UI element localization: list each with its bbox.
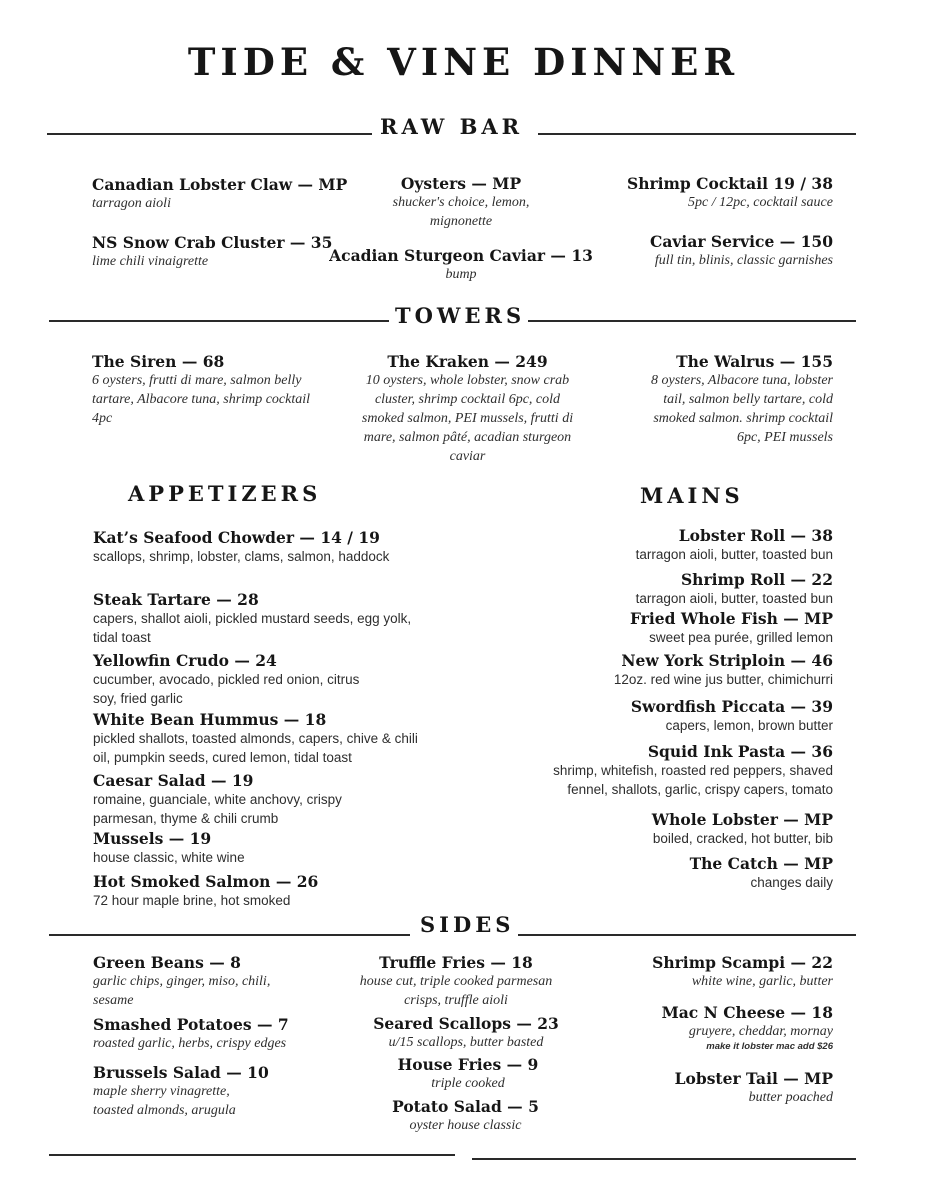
menu-item bbox=[93, 1063, 268, 1120]
menu-item bbox=[662, 1003, 833, 1052]
menu-item bbox=[376, 174, 546, 231]
item-name: Potato Salad — 5 bbox=[392, 1097, 539, 1116]
menu-item bbox=[675, 1069, 833, 1107]
item-desc: roasted garlic, herbs, crispy edges bbox=[93, 1036, 287, 1051]
menu-item bbox=[93, 651, 373, 708]
raw-bar-heading: RAW BAR bbox=[380, 114, 524, 139]
menu-item bbox=[614, 651, 833, 689]
menu-item bbox=[518, 742, 833, 799]
item-name: Yellowfin Crudo — 24 bbox=[93, 651, 277, 670]
raw-bar-rule-left bbox=[47, 133, 372, 135]
menu-item bbox=[356, 1014, 576, 1052]
item-name: Caviar Service — 150 bbox=[650, 232, 833, 251]
menu-item bbox=[93, 710, 438, 767]
item-name: Oysters — MP bbox=[400, 174, 522, 193]
item-name: House Fries — 9 bbox=[397, 1055, 539, 1074]
item-name: Canadian Lobster Claw — MP bbox=[92, 175, 348, 194]
item-desc: full tin, blinis, classic garnishes bbox=[654, 253, 833, 268]
sides-heading: SIDES bbox=[420, 912, 515, 937]
item-desc: maple sherry vinagrette, toasted almonds, arugula bbox=[93, 1084, 236, 1118]
item-name: The Catch — MP bbox=[689, 854, 833, 873]
menu-title: TIDE & VINE DINNER bbox=[187, 40, 740, 84]
item-desc: 10 oysters, whole lobster, snow crab cluster, shrimp cocktail 6pc, cold smoked salmon, PEI mussels, frutti di mare, salmon pâté, acadian sturgeon caviar bbox=[361, 373, 574, 464]
item-desc: u/15 scallops, butter basted bbox=[388, 1035, 544, 1050]
item-name: New York Striploin — 46 bbox=[621, 651, 833, 670]
menu-item bbox=[631, 697, 833, 735]
item-name: Kat’s Seafood Chowder — 14 / 19 bbox=[93, 528, 380, 547]
item-name: Smashed Potatoes — 7 bbox=[93, 1015, 289, 1034]
footer-rule-left bbox=[49, 1154, 455, 1156]
item-desc: house classic, white wine bbox=[93, 850, 245, 865]
item-name: NS Snow Crab Cluster — 35 bbox=[92, 233, 333, 252]
item-desc: bump bbox=[445, 267, 477, 282]
menu-item bbox=[93, 590, 413, 647]
sides-rule-right bbox=[518, 934, 856, 936]
item-desc: pickled shallots, toasted almonds, capers, chive & chili oil, pumpkin seeds, cured lemon, tidal toast bbox=[93, 731, 418, 765]
item-desc: scallops, shrimp, lobster, clams, salmon, haddock bbox=[93, 549, 390, 564]
item-name: Lobster Roll — 38 bbox=[678, 526, 833, 545]
menu-item bbox=[636, 570, 833, 608]
item-desc: sweet pea purée, grilled lemon bbox=[649, 630, 833, 645]
item-desc: lime chili vinaigrette bbox=[92, 254, 209, 269]
menu-item bbox=[92, 352, 317, 428]
menu-item bbox=[93, 872, 393, 910]
item-desc: 8 oysters, Albacore tuna, lobster tail, salmon belly tartare, cold smoked salmon. shrimp cocktail 6pc, PEI mussels bbox=[651, 373, 833, 445]
item-desc: boiled, cracked, hot butter, bib bbox=[652, 831, 833, 846]
footer-rule-right bbox=[472, 1158, 856, 1160]
menu-item bbox=[650, 232, 833, 270]
menu-item bbox=[636, 526, 833, 564]
appetizers-heading: APPETIZERS bbox=[128, 481, 322, 506]
item-name: Fried Whole Fish — MP bbox=[629, 609, 833, 628]
towers-rule-right bbox=[528, 320, 856, 322]
item-desc: gruyere, cheddar, mornay bbox=[688, 1024, 833, 1039]
item-name: Mussels — 19 bbox=[93, 829, 212, 848]
item-desc: 12oz. red wine jus butter, chimichurri bbox=[613, 672, 833, 687]
sides-rule-left bbox=[49, 934, 410, 936]
item-desc: tarragon aioli, butter, toasted bun bbox=[635, 547, 833, 562]
item-name: The Siren — 68 bbox=[92, 352, 225, 371]
menu-item bbox=[92, 175, 347, 213]
item-name: Mac N Cheese — 18 bbox=[661, 1003, 833, 1022]
item-name: Brussels Salad — 10 bbox=[93, 1063, 269, 1082]
item-name: Squid Ink Pasta — 36 bbox=[647, 742, 833, 761]
menu-item bbox=[652, 810, 833, 848]
menu-item bbox=[378, 1097, 553, 1135]
menu-item bbox=[93, 953, 273, 1010]
item-desc: romaine, guanciale, white anchovy, crispy parmesan, thyme & chili crumb bbox=[93, 792, 342, 826]
item-name: Whole Lobster — MP bbox=[651, 810, 833, 829]
item-desc: tarragon aioli, butter, toasted bun bbox=[635, 591, 833, 606]
item-desc: cucumber, avocado, pickled red onion, citrus soy, fried garlic bbox=[93, 672, 360, 706]
item-name: Shrimp Cocktail 19 / 38 bbox=[627, 174, 833, 193]
item-desc: 5pc / 12pc, cocktail sauce bbox=[687, 195, 833, 210]
item-name: Swordfish Piccata — 39 bbox=[630, 697, 833, 716]
item-name: Caesar Salad — 19 bbox=[93, 771, 254, 790]
item-name: Lobster Tail — MP bbox=[674, 1069, 833, 1088]
item-name: Seared Scallops — 23 bbox=[373, 1014, 559, 1033]
item-desc: shrimp, whitefish, roasted red peppers, shaved fennel, shallots, garlic, crispy capers, tomato bbox=[553, 763, 833, 797]
item-name: The Kraken — 249 bbox=[387, 352, 548, 371]
item-desc: tarragon aioli bbox=[92, 196, 171, 211]
menu-item bbox=[356, 953, 556, 1010]
menu-item bbox=[93, 1015, 289, 1053]
menu-item bbox=[93, 829, 393, 867]
towers-rule-left bbox=[49, 320, 389, 322]
towers-heading: TOWERS bbox=[395, 303, 526, 328]
menu-item bbox=[374, 1055, 562, 1093]
menu-item bbox=[633, 352, 833, 447]
item-desc: garlic chips, ginger, miso, chili, sesame bbox=[93, 974, 271, 1008]
item-desc: butter poached bbox=[748, 1090, 833, 1105]
item-desc: 6 oysters, frutti di mare, salmon belly tartare, Albacore tuna, shrimp cocktail 4pc bbox=[92, 373, 311, 426]
item-desc: capers, lemon, brown butter bbox=[665, 718, 833, 733]
item-name: Green Beans — 8 bbox=[93, 953, 241, 972]
item-desc: capers, shallot aioli, pickled mustard seeds, egg yolk, tidal toast bbox=[93, 611, 412, 645]
menu-item bbox=[630, 609, 833, 647]
menu-item bbox=[325, 246, 597, 284]
menu-item bbox=[690, 854, 833, 892]
item-desc: triple cooked bbox=[431, 1076, 505, 1091]
item-note: make it lobster mac add $26 bbox=[706, 1041, 833, 1052]
item-name: The Walrus — 155 bbox=[676, 352, 833, 371]
item-name: Shrimp Scampi — 22 bbox=[652, 953, 833, 972]
item-desc: house cut, triple cooked parmesan crisps, truffle aioli bbox=[359, 974, 553, 1008]
item-name: White Bean Hummus — 18 bbox=[93, 710, 327, 729]
item-desc: changes daily bbox=[750, 875, 833, 890]
item-desc: oyster house classic bbox=[409, 1118, 522, 1133]
item-desc: white wine, garlic, butter bbox=[691, 974, 833, 989]
item-name: Acadian Sturgeon Caviar — 13 bbox=[329, 246, 593, 265]
menu-item bbox=[627, 174, 833, 212]
menu-item bbox=[93, 528, 393, 566]
raw-bar-rule-right bbox=[538, 133, 856, 135]
item-name: Shrimp Roll — 22 bbox=[680, 570, 833, 589]
item-name: Hot Smoked Salmon — 26 bbox=[93, 872, 319, 891]
menu-item bbox=[652, 953, 833, 991]
menu-item bbox=[355, 352, 580, 466]
menu-item bbox=[92, 233, 332, 271]
item-desc: 72 hour maple brine, hot smoked bbox=[93, 893, 291, 908]
item-name: Truffle Fries — 18 bbox=[379, 953, 533, 972]
item-desc: shucker's choice, lemon, mignonette bbox=[392, 195, 530, 229]
mains-heading: MAINS bbox=[640, 483, 744, 508]
item-name: Steak Tartare — 28 bbox=[93, 590, 259, 609]
menu-item bbox=[93, 771, 388, 828]
